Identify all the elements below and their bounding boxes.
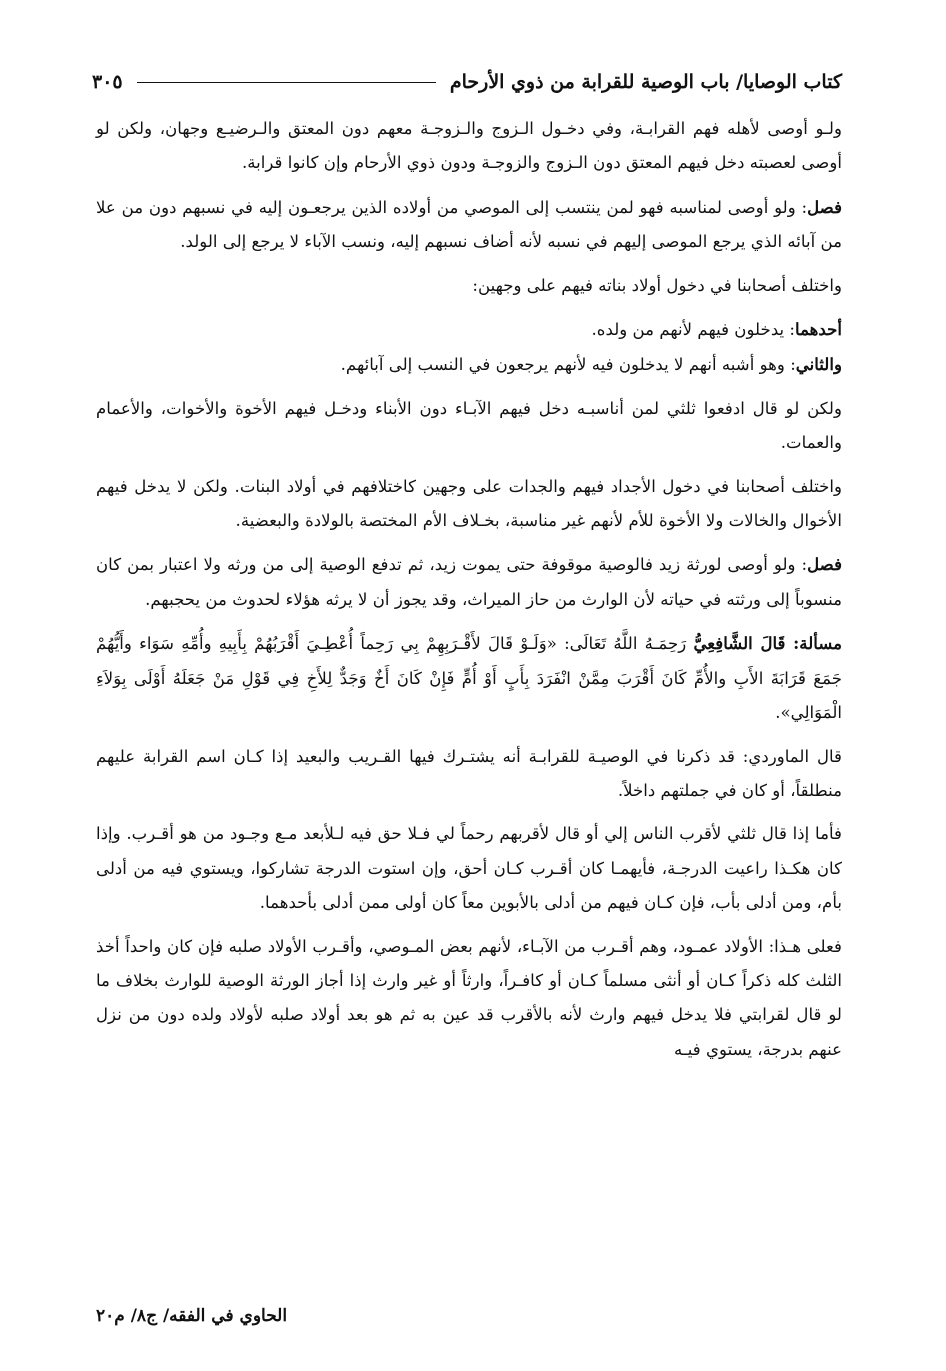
paragraph-3: واختلف أصحابنا في دخول أولاد بناته فيهم على وجهين: — [472, 275, 842, 295]
paragraph-10: قال الماوردي: قد ذكرنا في الوصيـة للقرابـة أنه يشتـرك فيها القـريب والبعيد إذا كـان اسم القرابة عليهم منطلقاً، أو كان في جملتهم داخلاً. — [96, 746, 842, 800]
paragraph-9: مسألة: قَالَ الشَّافِعِيُّ رَحِمَـهُ اللَّهُ تَعَالَى: «وَلَـوْ قَالَ لأَقْـرَبِهِمْ بِي رَحِماً أُعْطِـيَ أَقْرَبُهُمْ بِأَبِيهِ وأُمِّهِ سَوَاء وأَيُّهُمْ جَمَعَ قَرَابَةَ الأَبِ والأُمِّ كَانَ أَقْرَبَ مِمَّنْ انْفَرَدَ بِأَبٍ أَوْ أُمٍّ فَإِنْ كَانَ أَخٌ وَجَدٌّ لِلأَخِ فِي قَوْلِ مَنْ جَعَلَهُ أَوْلَى بِوَلاَءِ الْمَوَالِي». — [96, 633, 843, 723]
paragraph-4: أحدهما: يدخلون فيهم لأنهم من ولده. — [591, 319, 842, 340]
header-title: كتاب الوصايا/ باب الوصية للقرابة من ذوي الأرحام — [449, 71, 842, 93]
page-body — [96, 112, 842, 1076]
paragraph-lead: أحدهما — [795, 319, 842, 340]
running-header — [92, 64, 842, 100]
footer-signature: الحاوي في الفقه/ ج٨/ م٢٠ — [96, 1306, 288, 1326]
paragraph-2: فصل: ولو أوصى لمناسبه فهو لمن ينتسب إلى الموصي من أولاده الذين يرجعـون إليه في نسبهم دون من علا من آبائه الذي يرجع الموصى إليهم في نسبه لأنه أضاف نسبهم إليه، ونسب الآباء لا يرجع إلى الولد. — [96, 196, 842, 252]
paragraph-5: والثاني: وهو أشبه أنهم لا يدخلون فيه لأنهم يرجعون في النسب إلى آبائهم. — [340, 354, 842, 375]
header-rule — [137, 82, 436, 83]
paragraph-lead: مسألة: قَالَ الشَّافِعِيُّ — [693, 633, 843, 654]
paragraph-lead: فصل — [807, 196, 842, 217]
paragraph-7: واختلف أصحابنا في دخول الأجداد فيهم والجدات على وجهين كاختلافهم في أولاد البنات. ولكن لا يدخل فيهم الأخوال والخالات ولا الأخوة للأم لأنهم غير مناسبة، بخـلاف الأم المختصة بالولادة والبعضية. — [96, 476, 842, 531]
paragraph-lead: فصل — [807, 554, 842, 575]
paragraph-1: ولـو أوصى لأهله فهم القرابـة، وفي دخـول الـزوج والـزوجـة معهم دون المعتق والـرضيـع وجهان، ولكن لو أوصى لعصبته دخل فيهم المعتق دون الـزوج والزوجـة ودون ذوي الأرحام وإن كانوا قرابة. — [96, 119, 842, 173]
paragraph-12: فعلى هـذا: الأولاد عمـود، وهم أقـرب من الآبـاء، لأنهم بعض المـوصي، وأقـرب الأولاد صلبه فإن كان واحداً أخذ الثلث كله ذكراً كـان أو أنثى مسلماً كـان أو كافـراً، وارثاً أو غير وارث إذا أجاز الورثة الوصية للوارث بخلاف ما لو قال لقرابتي فلا يدخل فيهم وارث لأنه بالأقرب قد عين به ثم هو بعد أولاد صلبه لأولاد ولده دون من نزل عنهم بدرجة، يستوي فيـه — [96, 936, 842, 1059]
paragraph-8: فصل: ولو أوصى لورثة زيد فالوصية موقوفة حتى يموت زيد، ثم تدفع الوصية إلى من ورثه ولا اعتبار بمن كان منسوباً إلى ورثته في حياته لأن الوارث من حاز الميراث، وقد يجوز أن لا يرثه هؤلاء لحدوث من يحجبهم. — [96, 554, 842, 609]
paragraph-11: فأما إذا قال ثلثي لأقرب الناس إلي أو قال لأقربهم رحماً لي فـلا حق فيه لـلأبعد مـع وجـود من هو أقـرب. وإذا كان هكـذا راعيت الدرجـة، فأيهمـا كان أقـرب كـان أحق، وإن استوت الدرجة تشاركوا، ويستوي فيه من أدلى بأم، ومن أدلى بأب، فإن كـان فيهم من أدلى بالأبوين معاً كان أولى ممن أدلى بأحدهما. — [96, 824, 842, 913]
paragraph-lead: والثاني — [795, 354, 842, 375]
page-number: ٣٠٥ — [92, 71, 123, 93]
paragraph-6: ولكن لو قال ادفعوا ثلثي لمن أناسبـه دخل فيهم الآبـاء دون الأبناء ودخـل فيهم الأخوة والأخوات، والأعمام والعمات. — [96, 398, 842, 453]
